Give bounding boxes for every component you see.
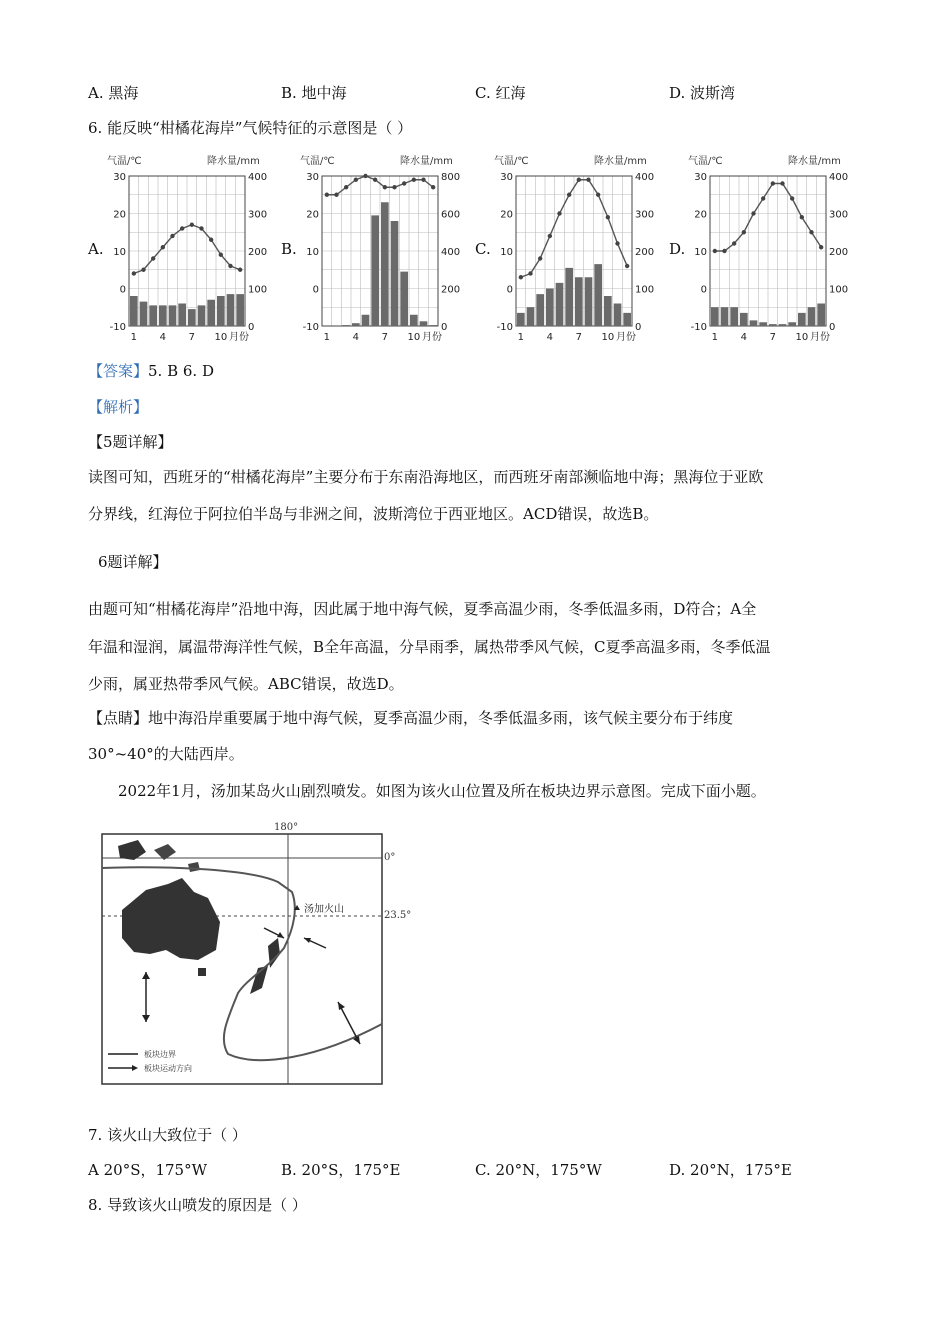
precip-bar (381, 202, 389, 326)
temp-point (228, 264, 232, 268)
temp-tick: 30 (500, 172, 513, 183)
arrow-head-3-up (142, 972, 150, 979)
map-frame (102, 834, 382, 1084)
island-small-2 (188, 862, 200, 872)
precip-tick: 400 (829, 172, 849, 183)
precip-bar (169, 305, 177, 326)
island-new-guinea (118, 840, 146, 860)
precip-bar (546, 289, 554, 327)
temp-point (548, 234, 552, 238)
precip-bar (711, 307, 719, 326)
precip-bar (410, 315, 418, 326)
month-tick: 1 (130, 332, 138, 343)
precip-tick: 200 (441, 284, 461, 296)
tonga-map (98, 818, 412, 1094)
temp-point (421, 178, 425, 182)
q6-stem: 6. 能反映“柑橘花海岸”气候特征的示意图是（ ） (88, 119, 413, 137)
precip-tick: 0 (248, 322, 255, 333)
q5-option-d: D. 波斯湾 (669, 84, 736, 102)
precip-axis-label: 降水量/mm (207, 156, 260, 167)
temp-tick: 0 (506, 284, 513, 296)
temp-axis-label: 气温/℃ (688, 156, 723, 167)
month-tick: 7 (769, 332, 777, 343)
temp-point (180, 226, 184, 230)
precip-bar (604, 296, 612, 326)
precip-bar (740, 313, 748, 326)
temp-tick: -10 (302, 322, 319, 333)
month-tick: 4 (159, 332, 167, 343)
climate-chart-b (298, 150, 468, 349)
temp-point (519, 275, 523, 279)
precip-bar (429, 325, 437, 326)
q7-option-a: A 20°S，175°W (88, 1161, 208, 1179)
temp-point (402, 181, 406, 185)
precip-bar (769, 324, 777, 326)
precip-bar (759, 322, 767, 326)
q5-detail-line-2: 分界线，红海位于阿拉伯半岛与非洲之间，波斯湾位于西亚地区。ACD错误，故选B。 (88, 505, 659, 523)
q5-option-c: C. 红海 (475, 84, 526, 102)
q7-stem: 7. 该火山大致位于（ ） (88, 1126, 247, 1144)
temp-point (596, 193, 600, 197)
temp-tick: 0 (312, 284, 319, 296)
temp-point (161, 245, 165, 249)
precip-bar (391, 221, 399, 326)
climate-chart-c-svg (492, 150, 662, 345)
precip-bar (178, 304, 186, 327)
temp-tick: 20 (306, 209, 319, 221)
temp-tick: 20 (113, 209, 126, 221)
temp-point (151, 256, 155, 260)
q6-label-c: C. (475, 240, 491, 258)
precip-tick: 100 (248, 284, 268, 296)
month-tick: 1 (323, 332, 331, 343)
temp-point (800, 215, 804, 219)
temp-point (809, 230, 813, 234)
temp-tick: 20 (500, 209, 513, 221)
climate-chart-d (686, 150, 856, 349)
tip-tag: 【点睛】 (88, 709, 149, 727)
temp-axis-label: 气温/℃ (300, 156, 335, 167)
precip-bar (400, 272, 408, 326)
temp-tick: 30 (113, 172, 126, 183)
legend-motion-label: 板块运动方向 (144, 1064, 192, 1073)
temp-point (132, 271, 136, 275)
temp-point (790, 196, 794, 200)
precip-tick: 600 (441, 209, 461, 221)
precip-tick: 100 (829, 284, 849, 296)
precip-bar (808, 307, 816, 326)
temp-point (713, 249, 717, 253)
precip-tick: 0 (441, 322, 448, 333)
precip-bar (352, 323, 360, 326)
precip-bar (788, 322, 796, 326)
precip-bar (817, 304, 825, 327)
temp-point (606, 215, 610, 219)
temp-point (190, 223, 194, 227)
q6-detail-line-1: 由题可知“柑橘花海岸”沿地中海，因此属于地中海气候，夏季高温少雨，冬季低温多雨，D符合；A全 (88, 600, 757, 618)
temp-point (722, 249, 726, 253)
precip-bar (536, 294, 544, 326)
precip-bar (371, 215, 379, 326)
month-tick: 7 (188, 332, 196, 343)
temp-tick: 10 (694, 247, 707, 258)
precip-tick: 400 (635, 172, 655, 183)
precip-bar (614, 304, 622, 327)
temp-point (412, 178, 416, 182)
precip-tick: 200 (635, 247, 655, 258)
temp-tick: 10 (500, 247, 513, 258)
q6-detail-line-2: 年温和湿润，属温带海洋性气候，B全年高温，分旱雨季，属热带季风气候，C夏季高温多雨，冬季低温 (88, 638, 771, 656)
temp-point (344, 185, 348, 189)
q6-detail-head: 6题详解】 (98, 553, 168, 571)
tip-text: 地中海沿岸重要属于地中海气候，夏季高温少雨，冬季低温多雨，该气候主要分布于纬度 (148, 709, 734, 727)
climate-chart-a-svg (105, 150, 275, 345)
temp-point (373, 178, 377, 182)
q5-detail-line-1: 读图可知，西班牙的“柑橘花海岸”主要分布于东南沿海地区，而西班牙南部濒临地中海；黑海位于亚欧 (88, 468, 764, 486)
precip-axis-label: 降水量/mm (594, 156, 647, 167)
month-tick: 10 (407, 332, 421, 343)
precip-bar (585, 277, 593, 326)
precip-bar (188, 309, 196, 326)
precip-tick: 100 (635, 284, 655, 296)
precip-bar (750, 320, 758, 326)
precip-tick: 300 (248, 209, 268, 221)
temp-point (363, 174, 367, 178)
temp-point (771, 181, 775, 185)
q6-detail-line-3: 少雨，属亚热带季风气候。ABC错误，故选D。 (88, 675, 404, 693)
precip-bar (140, 302, 148, 326)
temp-tick: 20 (694, 209, 707, 221)
q7-option-c: C. 20°N，175°W (475, 1161, 602, 1179)
precip-bar (149, 305, 157, 326)
temp-point (392, 185, 396, 189)
australia-shape (122, 878, 220, 960)
temp-tick: -10 (690, 322, 707, 333)
temp-point (742, 230, 746, 234)
volcano-label: 汤加火山 (304, 904, 344, 915)
temp-point (751, 211, 755, 215)
precip-bar (798, 313, 806, 326)
equator-label: 0° (384, 852, 396, 863)
temp-point (209, 238, 213, 242)
volcano-intro: 2022年1月，汤加某岛火山剧烈喷发。如图为该火山位置及所在板块边界示意图。完成下面小题。 (118, 782, 766, 800)
q6-label-a: A. (88, 240, 104, 258)
temp-point (567, 193, 571, 197)
precip-bar (721, 307, 729, 326)
precip-bar (236, 294, 244, 326)
q7-option-d: D. 20°N，175°E (669, 1161, 792, 1179)
temp-point (732, 241, 736, 245)
precip-bar (517, 313, 525, 326)
month-axis-label: 月份 (422, 332, 442, 343)
temp-axis-label: 气温/℃ (494, 156, 529, 167)
precip-bar (527, 307, 535, 326)
precip-bar (779, 324, 787, 326)
analysis-tag: 【解析】 (88, 398, 149, 416)
temp-tick: 0 (119, 284, 126, 296)
temp-axis-label: 气温/℃ (107, 156, 142, 167)
precip-bar (130, 296, 138, 326)
month-tick: 4 (352, 332, 360, 343)
month-tick: 1 (517, 332, 525, 343)
temp-point (354, 178, 358, 182)
precip-axis-label: 降水量/mm (400, 156, 453, 167)
temp-point (219, 253, 223, 257)
q8-stem: 8. 导致该火山喷发的原因是（ ） (88, 1196, 307, 1214)
month-tick: 10 (795, 332, 809, 343)
temp-tick: 30 (694, 172, 707, 183)
legend-boundary-label: 板块边界 (144, 1050, 176, 1059)
month-tick: 1 (711, 332, 719, 343)
q6-label-d: D. (669, 240, 686, 258)
answer-text: 5. B 6. D (148, 362, 214, 380)
month-tick: 4 (740, 332, 748, 343)
precip-bar (227, 294, 235, 326)
precip-bar (556, 283, 564, 326)
precip-bar (565, 268, 573, 326)
month-tick: 10 (214, 332, 228, 343)
lon-180-label: 180° (274, 822, 299, 833)
temp-point (557, 211, 561, 215)
climate-chart-d-svg (686, 150, 856, 345)
month-tick: 4 (546, 332, 554, 343)
temp-tick: -10 (496, 322, 513, 333)
temp-tick: -10 (109, 322, 126, 333)
temp-point (238, 268, 242, 272)
tip-line-2: 30°~40°的大陆西岸。 (88, 745, 244, 763)
precip-tick: 300 (829, 209, 849, 221)
arrow-head-3-down (142, 1015, 150, 1022)
precip-bar (217, 296, 225, 326)
q7-option-b: B. 20°S，175°E (281, 1161, 401, 1179)
nz-south-island (250, 966, 268, 994)
tasmania-shape (198, 968, 206, 976)
month-tick: 7 (381, 332, 389, 343)
answer-tag: 【答案】 (88, 362, 149, 380)
tonga-map-svg (98, 818, 412, 1090)
legend-motion-arrow (132, 1065, 138, 1071)
temp-tick: 10 (113, 247, 126, 258)
month-tick: 7 (575, 332, 583, 343)
precip-tick: 200 (248, 247, 268, 258)
temp-point (780, 181, 784, 185)
precip-bar (207, 300, 215, 326)
month-axis-label: 月份 (229, 332, 249, 343)
climate-chart-c (492, 150, 662, 349)
precip-tick: 400 (441, 247, 461, 258)
precip-tick: 0 (829, 322, 836, 333)
temp-point (383, 185, 387, 189)
precip-tick: 200 (829, 247, 849, 258)
q5-detail-head: 【5题详解】 (88, 433, 173, 451)
temp-point (325, 193, 329, 197)
temp-point (538, 256, 542, 260)
precip-tick: 400 (248, 172, 268, 183)
tip-line-1 (88, 707, 733, 728)
temp-point (334, 193, 338, 197)
precip-tick: 300 (635, 209, 655, 221)
q5-option-a: A. 黑海 (88, 84, 139, 102)
temp-point (170, 234, 174, 238)
temp-point (431, 185, 435, 189)
month-axis-label: 月份 (616, 332, 636, 343)
temp-point (577, 178, 581, 182)
month-tick: 10 (601, 332, 615, 343)
precip-bar (362, 315, 370, 326)
precip-tick: 800 (441, 172, 461, 183)
q5-option-b: B. 地中海 (281, 84, 347, 102)
temp-point (761, 196, 765, 200)
tropic-label: 23.5° (384, 910, 412, 921)
q6-label-b: B. (281, 240, 297, 258)
precip-bar (575, 277, 583, 326)
temp-point (586, 178, 590, 182)
precip-tick: 0 (635, 322, 642, 333)
precip-axis-label: 降水量/mm (788, 156, 841, 167)
temp-point (819, 245, 823, 249)
precip-bar (420, 321, 428, 326)
temp-point (199, 226, 203, 230)
month-axis-label: 月份 (810, 332, 830, 343)
temp-point (141, 268, 145, 272)
temp-tick: 30 (306, 172, 319, 183)
temp-tick: 10 (306, 247, 319, 258)
arrow-head-2 (304, 938, 311, 943)
temp-tick: 0 (700, 284, 707, 296)
precip-bar (730, 307, 738, 326)
climate-chart-a (105, 150, 275, 349)
precip-bar (623, 313, 631, 326)
precip-bar (198, 305, 206, 326)
precip-bar (594, 264, 602, 326)
climate-chart-b-svg (298, 150, 468, 345)
answer-line (88, 360, 214, 381)
temp-point (625, 264, 629, 268)
precip-bar (159, 305, 167, 326)
temp-point (615, 241, 619, 245)
precip-bar (342, 325, 350, 326)
temp-point (528, 271, 532, 275)
